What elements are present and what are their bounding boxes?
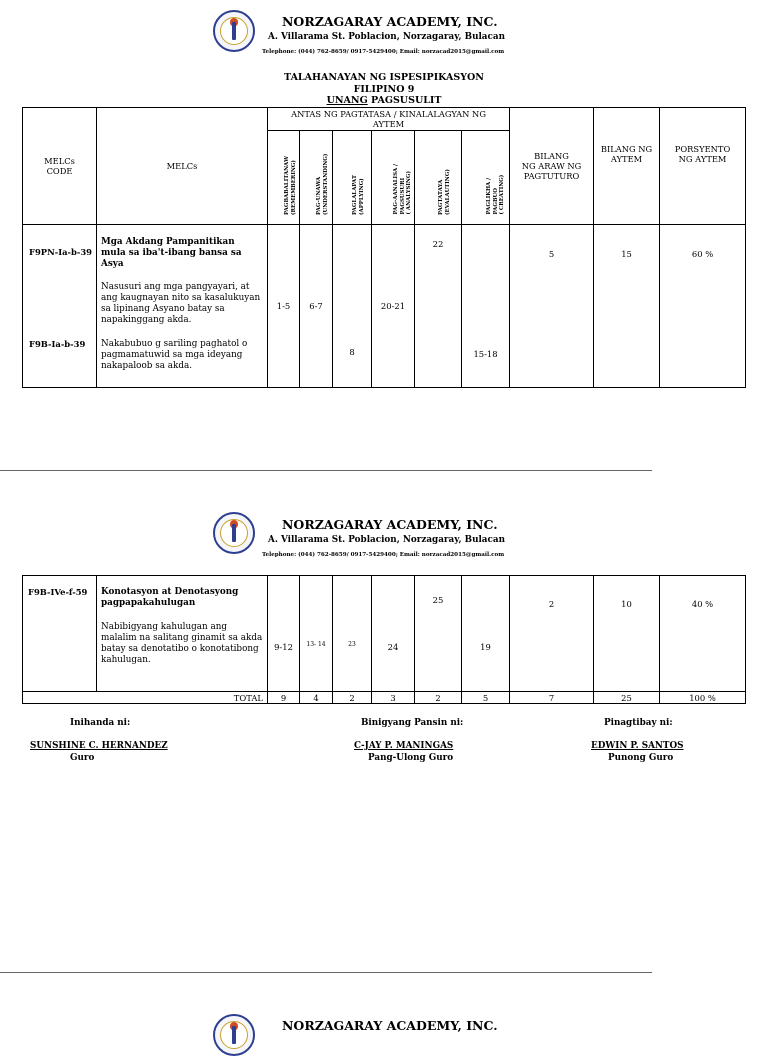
melc-code-2: F9B-Ia-b-39 — [29, 339, 86, 349]
header-level-creating: PAGLIKHA / PAGBUO ( CREATING) — [462, 131, 510, 225]
cell-applying: 23 — [333, 576, 372, 692]
exam-rest-text: PAGSUSULIT — [367, 95, 442, 106]
total-understanding: 4 — [300, 692, 333, 704]
total-analysing: 3 — [372, 692, 415, 704]
total-remembering: 9 — [268, 692, 300, 704]
table-row-melcs-cell — [97, 225, 268, 388]
school-seal-logo — [213, 10, 255, 52]
cell-percent: 40 % — [660, 576, 746, 692]
approved-by-role: Punong Guro — [608, 753, 674, 763]
melc-competency-1: Nasusuri ang mga pangyayari, at ang kaugnayan nito sa kasalukuyan sa lipinang Asyano batay sa napakinggang akda. — [101, 282, 261, 325]
page-separator — [0, 972, 652, 973]
school-seal-logo — [213, 1014, 255, 1056]
table-row-codes-cell — [23, 576, 97, 692]
prepared-by-name: SUNSHINE C. HERNANDEZ — [30, 741, 168, 751]
cell-remembering: 9-12 — [268, 576, 300, 692]
table-row-codes-cell — [23, 225, 97, 388]
header-melc-code: MELCs CODE — [23, 108, 97, 225]
melc-competency-3: Nabibigyang kahulugan ang malalim na salitang ginamit sa akda batay sa denotatibo o konotatibong kahulugan. — [101, 622, 263, 665]
cell-items: 15 — [594, 225, 660, 388]
melc-competency-2: Nakabubuo g sariling paghatol o pagmamatuwid sa mga ideyang nakapaloob sa akda. — [101, 339, 248, 371]
total-label: TOTAL — [97, 692, 268, 704]
document-subject: FILIPINO 9 — [353, 84, 415, 95]
approved-by-label: Pinagtibay ni: — [604, 718, 673, 728]
cell-evaluating: 22 — [415, 225, 462, 388]
total-items: 25 — [594, 692, 660, 704]
school-address: A. Villarama St. Poblacion, Norzagaray, Bulacan — [268, 535, 505, 545]
specification-table — [22, 107, 746, 388]
melc-topic-title-2: Konotasyon at Denotasyong pagpapakahulugan — [101, 587, 239, 608]
school-contact: Telephone: (044) 762-8659/ 0917-5429400; Email: norzacad2015@gmail.com — [262, 552, 505, 558]
header-days: BILANG NG ARAW NG PAGTUTURO — [510, 108, 594, 225]
header-level-evaluating: PAGTATAYA (EVALAUTING) — [415, 131, 462, 225]
header-percent: PORSYENTO NG AYTEM — [660, 108, 746, 225]
cell-creating: 15-18 — [462, 225, 510, 388]
header-level-analysing: PAG-AANALISA / PAGSUSURI ( ANALYSING) — [372, 131, 415, 225]
cell-items: 10 — [594, 576, 660, 692]
total-empty-cell — [23, 692, 97, 704]
cell-remembering: 1-5 — [268, 225, 300, 388]
header-level-remembering: PAGBABALITANAW (REMEMBERING) — [268, 131, 300, 225]
noted-by-label: Binigyang Pansin ni: — [361, 718, 464, 728]
prepared-by-label: Inihanda ni: — [70, 718, 131, 728]
school-name: NORZAGARAY ACADEMY, INC. — [282, 517, 498, 532]
cell-analysing: 24 — [372, 576, 415, 692]
total-percent: 100 % — [660, 692, 746, 704]
cell-percent: 60 % — [660, 225, 746, 388]
cell-days: 5 — [510, 225, 594, 388]
cell-evaluating: 25 — [415, 576, 462, 692]
document-exam — [0, 95, 768, 106]
cell-applying: 8 — [333, 225, 372, 388]
noted-by-name: C-JAY P. MANINGAS — [354, 741, 454, 751]
total-days: 7 — [510, 692, 594, 704]
school-name: NORZAGARAY ACADEMY, INC. — [282, 1018, 498, 1033]
header-items: BILANG NG AYTEM — [594, 108, 660, 225]
table-row-melcs-cell — [97, 576, 268, 692]
prepared-by-role: Guro — [70, 753, 95, 763]
melc-code-3: F9B-IVe-f-59 — [28, 587, 88, 597]
cell-understanding: 13- 14 — [300, 576, 333, 692]
header-melcs: MELCs — [97, 108, 268, 225]
school-name: NORZAGARAY ACADEMY, INC. — [282, 14, 498, 29]
school-address: A. Villarama St. Poblacion, Norzagaray, Bulacan — [268, 32, 505, 42]
page-separator — [0, 470, 652, 471]
specification-table-continued — [22, 575, 746, 704]
approved-by-name: EDWIN P. SANTOS — [591, 741, 684, 751]
total-evaluating: 2 — [415, 692, 462, 704]
cell-days: 2 — [510, 576, 594, 692]
total-creating: 5 — [462, 692, 510, 704]
cell-creating: 19 — [462, 576, 510, 692]
melc-code-1: F9PN-Ia-b-39 — [29, 247, 93, 257]
header-antas: ANTAS NG PAGTATASA / KINALALAGYAN NG AYTEM — [268, 108, 510, 131]
header-level-applying: PAGLALAPAT (APPLYING) — [333, 131, 372, 225]
cell-understanding: 6-7 — [300, 225, 333, 388]
school-contact: Telephone: (044) 762-8659/ 0917-5429400; Email: norzacad2015@gmail.com — [262, 49, 505, 55]
exam-underlined-word: UNANG — [326, 95, 368, 106]
cell-analysing: 20-21 — [372, 225, 415, 388]
header-level-understanding: PAG-UNAWA (UNDERSTANDING) — [300, 131, 333, 225]
document-title: TALAHANAYAN NG ISPESIPIKASYON — [284, 72, 484, 83]
total-applying: 2 — [333, 692, 372, 704]
noted-by-role: Pang-Ulong Guro — [368, 753, 454, 763]
melc-topic-title: Mga Akdang Pampanitikan mula sa iba't-ibang bansa sa Asya — [101, 237, 242, 269]
school-seal-logo — [213, 512, 255, 554]
